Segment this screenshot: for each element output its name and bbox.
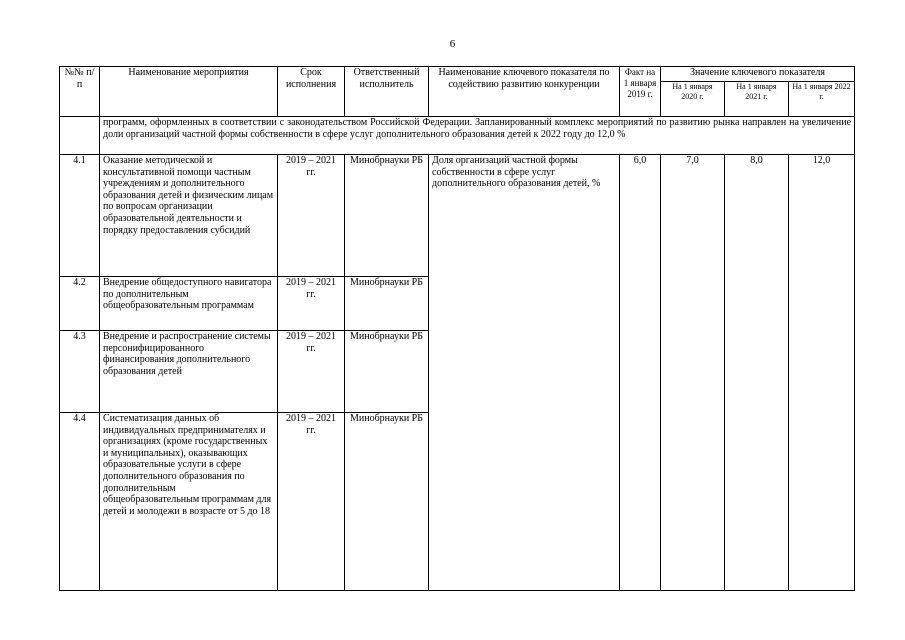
row-measure: Систематизация данных об индивидуальных предпринимателях и организациях (кроме государственных и муниципальных), оказывающих образовательные услуги в сфере дополнительного образования по дополнительным общеобразовательным программам для детей и молодежи в возрасте от 5 до 18 <box>100 413 278 591</box>
header-fact: Факт на 1 января 2019 г. <box>620 67 661 117</box>
row-responsible: Минобрнауки РБ <box>345 155 429 277</box>
row-measure: Оказание методической и консультативной помощи частным учреждениям и дополнительного образования детей и физическим лицам по вопросам организации образовательной деятельности и порядку предоставления субсидий <box>100 155 278 277</box>
indicator-name: Доля организаций частной формы собственности в сфере услуг дополнительного образования детей, % <box>429 155 620 591</box>
header-name: Наименование мероприятия <box>100 67 278 117</box>
row-responsible: Минобрнауки РБ <box>345 331 429 413</box>
row-term: 2019 – 2021 гг. <box>278 277 345 331</box>
intro-row <box>60 117 855 155</box>
measures-table <box>59 66 855 591</box>
page-number: 6 <box>449 38 456 50</box>
row-num: 4.4 <box>60 413 100 591</box>
indicator-2021: 8,0 <box>725 155 789 591</box>
intro-text: программ, оформленных в соответствии с законодательством Российской Федерации. Запланированный комплекс мероприятий по развитию рынка направлен на увеличение доли организаций частной формы собственности в сфере услуг дополнительного образования детей к 2022 году до 12,0 % <box>100 117 855 155</box>
header-indicator: Наименование ключевого показателя по содействию развитию конкуренции <box>429 67 620 117</box>
row-num: 4.1 <box>60 155 100 277</box>
row-term: 2019 – 2021 гг. <box>278 331 345 413</box>
indicator-2022: 12,0 <box>789 155 855 591</box>
header-row-1 <box>60 67 855 82</box>
row-num: 4.2 <box>60 277 100 331</box>
row-term: 2019 – 2021 гг. <box>278 155 345 277</box>
row-num: 4.3 <box>60 331 100 413</box>
header-value-group: Значение ключевого показателя <box>661 67 855 82</box>
row-term: 2019 – 2021 гг. <box>278 413 345 591</box>
header-term: Срок исполнения <box>278 67 345 117</box>
row-measure: Внедрение и распространение системы персонифицированного финансирования дополнительного образования детей <box>100 331 278 413</box>
header-2022: На 1 января 2022 г. <box>789 82 855 117</box>
header-num: №№ п/п <box>60 67 100 117</box>
intro-num-cell <box>60 117 100 155</box>
header-2021: На 1 января 2021 г. <box>725 82 789 117</box>
row-measure: Внедрение общедоступного навигатора по дополнительным общеобразовательным программам <box>100 277 278 331</box>
indicator-fact: 6,0 <box>620 155 661 591</box>
indicator-2020: 7,0 <box>661 155 725 591</box>
row-responsible: Минобрнауки РБ <box>345 277 429 331</box>
header-responsible: Ответственный исполнитель <box>345 67 429 117</box>
row-responsible: Минобрнауки РБ <box>345 413 429 591</box>
header-2020: На 1 января 2020 г. <box>661 82 725 117</box>
table-row <box>60 155 855 277</box>
